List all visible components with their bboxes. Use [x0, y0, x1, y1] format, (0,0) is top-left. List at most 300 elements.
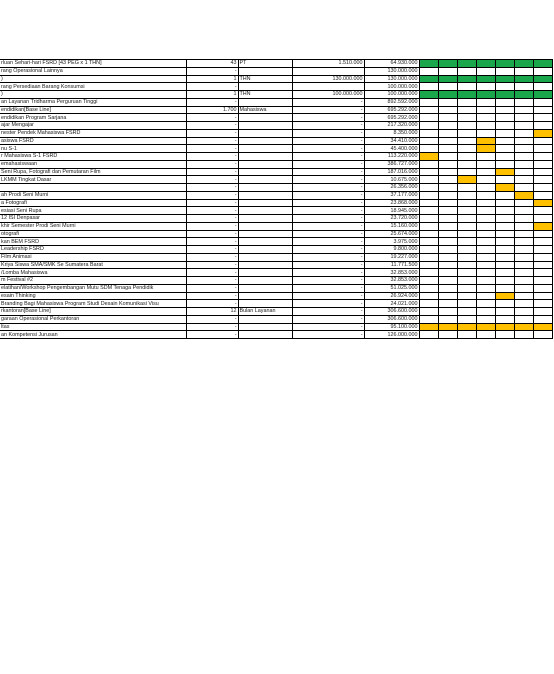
activity-name-cell[interactable]: endidikan[Base Line] [0, 106, 186, 114]
schedule-month-cell[interactable] [533, 114, 552, 122]
unit-price-cell[interactable]: - [292, 308, 364, 316]
schedule-month-cell[interactable] [457, 160, 476, 168]
unit-price-cell[interactable]: - [292, 215, 364, 223]
schedule-month-cell[interactable] [476, 315, 495, 323]
quantity-cell[interactable]: - [186, 114, 238, 122]
total-cost-cell[interactable]: 64.930.000 [364, 60, 419, 68]
schedule-month-cell[interactable] [419, 137, 438, 145]
schedule-month-cell[interactable] [419, 269, 438, 277]
quantity-cell[interactable]: - [186, 300, 238, 308]
total-cost-cell[interactable]: 51.025.000 [364, 284, 419, 292]
schedule-month-cell[interactable] [476, 238, 495, 246]
total-cost-cell[interactable]: 892.592.000 [364, 98, 419, 106]
quantity-cell[interactable]: - [186, 284, 238, 292]
schedule-month-cell[interactable] [495, 129, 514, 137]
unit-cell[interactable]: THN [238, 91, 292, 99]
schedule-month-cell[interactable] [476, 269, 495, 277]
schedule-month-cell[interactable] [533, 300, 552, 308]
schedule-month-cell[interactable] [438, 153, 457, 161]
activity-name-cell[interactable]: nester Pendek Mahasiswa FSRD [0, 129, 186, 137]
unit-cell[interactable]: Mahasiswa [238, 106, 292, 114]
schedule-month-cell[interactable] [533, 176, 552, 184]
total-cost-cell[interactable]: 18.945.000 [364, 207, 419, 215]
schedule-month-cell[interactable] [438, 191, 457, 199]
quantity-cell[interactable]: - [186, 129, 238, 137]
unit-cell[interactable] [238, 230, 292, 238]
schedule-month-cell[interactable] [495, 137, 514, 145]
activity-name-cell[interactable]: rang Persediaan Barang Konsumsi [0, 83, 186, 91]
total-cost-cell[interactable]: 10.675.000 [364, 176, 419, 184]
unit-cell[interactable] [238, 284, 292, 292]
unit-price-cell[interactable]: - [292, 300, 364, 308]
schedule-month-cell[interactable] [533, 261, 552, 269]
schedule-month-cell[interactable] [533, 137, 552, 145]
schedule-month-cell[interactable] [419, 176, 438, 184]
schedule-month-cell[interactable] [514, 176, 533, 184]
unit-price-cell[interactable]: - [292, 292, 364, 300]
unit-cell[interactable] [238, 292, 292, 300]
schedule-month-cell[interactable] [438, 122, 457, 130]
total-cost-cell[interactable]: 32.853.000 [364, 269, 419, 277]
schedule-month-cell[interactable] [438, 137, 457, 145]
schedule-month-cell[interactable] [476, 292, 495, 300]
schedule-month-cell[interactable] [457, 246, 476, 254]
quantity-cell[interactable]: - [186, 215, 238, 223]
schedule-month-cell[interactable] [495, 292, 514, 300]
quantity-cell[interactable]: 12 [186, 308, 238, 316]
unit-cell[interactable] [238, 222, 292, 230]
schedule-month-cell[interactable] [533, 83, 552, 91]
total-cost-cell[interactable]: 217.320.000 [364, 122, 419, 130]
quantity-cell[interactable]: - [186, 168, 238, 176]
schedule-month-cell[interactable] [495, 184, 514, 192]
total-cost-cell[interactable]: 306.600.000 [364, 308, 419, 316]
schedule-month-cell[interactable] [457, 129, 476, 137]
schedule-month-cell[interactable] [495, 67, 514, 75]
schedule-month-cell[interactable] [419, 98, 438, 106]
schedule-month-cell[interactable] [457, 184, 476, 192]
schedule-month-cell[interactable] [419, 284, 438, 292]
unit-price-cell[interactable]: - [292, 145, 364, 153]
unit-cell[interactable] [238, 145, 292, 153]
schedule-month-cell[interactable] [533, 184, 552, 192]
schedule-month-cell[interactable] [457, 191, 476, 199]
schedule-month-cell[interactable] [495, 215, 514, 223]
schedule-month-cell[interactable] [533, 246, 552, 254]
activity-name-cell[interactable]: Branding Bagi Mahasiswa Program Studi Desain Komunikasi Visu [0, 300, 186, 308]
unit-cell[interactable] [238, 160, 292, 168]
schedule-month-cell[interactable] [419, 315, 438, 323]
schedule-month-cell[interactable] [457, 122, 476, 130]
schedule-month-cell[interactable] [495, 122, 514, 130]
schedule-month-cell[interactable] [419, 246, 438, 254]
unit-cell[interactable]: Bulan Layanan [238, 308, 292, 316]
activity-name-cell[interactable]: Film Animasi [0, 253, 186, 261]
unit-price-cell[interactable]: - [292, 246, 364, 254]
schedule-month-cell[interactable] [457, 75, 476, 83]
schedule-month-cell[interactable] [514, 75, 533, 83]
schedule-month-cell[interactable] [419, 191, 438, 199]
schedule-month-cell[interactable] [476, 261, 495, 269]
schedule-month-cell[interactable] [514, 153, 533, 161]
quantity-cell[interactable]: - [186, 238, 238, 246]
schedule-month-cell[interactable] [514, 184, 533, 192]
unit-cell[interactable] [238, 83, 292, 91]
schedule-month-cell[interactable] [419, 292, 438, 300]
total-cost-cell[interactable]: 3.975.000 [364, 238, 419, 246]
schedule-month-cell[interactable] [476, 60, 495, 68]
total-cost-cell[interactable]: 695.292.000 [364, 114, 419, 122]
unit-cell[interactable] [238, 153, 292, 161]
schedule-month-cell[interactable] [438, 199, 457, 207]
schedule-month-cell[interactable] [514, 106, 533, 114]
schedule-month-cell[interactable] [533, 67, 552, 75]
schedule-month-cell[interactable] [476, 145, 495, 153]
schedule-month-cell[interactable] [533, 238, 552, 246]
quantity-cell[interactable]: - [186, 122, 238, 130]
schedule-month-cell[interactable] [514, 300, 533, 308]
schedule-month-cell[interactable] [457, 308, 476, 316]
schedule-month-cell[interactable] [419, 184, 438, 192]
unit-price-cell[interactable]: - [292, 199, 364, 207]
total-cost-cell[interactable]: 24.021.000 [364, 300, 419, 308]
schedule-month-cell[interactable] [514, 207, 533, 215]
schedule-month-cell[interactable] [495, 114, 514, 122]
schedule-month-cell[interactable] [419, 331, 438, 339]
total-cost-cell[interactable]: 187.016.000 [364, 168, 419, 176]
schedule-month-cell[interactable] [419, 323, 438, 331]
schedule-month-cell[interactable] [533, 323, 552, 331]
unit-cell[interactable] [238, 137, 292, 145]
quantity-cell[interactable]: - [186, 269, 238, 277]
schedule-month-cell[interactable] [533, 222, 552, 230]
schedule-month-cell[interactable] [438, 207, 457, 215]
schedule-month-cell[interactable] [533, 308, 552, 316]
schedule-month-cell[interactable] [438, 114, 457, 122]
schedule-month-cell[interactable] [476, 122, 495, 130]
schedule-month-cell[interactable] [457, 199, 476, 207]
schedule-month-cell[interactable] [533, 253, 552, 261]
unit-price-cell[interactable]: - [292, 331, 364, 339]
schedule-month-cell[interactable] [514, 284, 533, 292]
quantity-cell[interactable]: 1.700 [186, 106, 238, 114]
schedule-month-cell[interactable] [419, 106, 438, 114]
unit-cell[interactable] [238, 253, 292, 261]
unit-price-cell[interactable]: - [292, 160, 364, 168]
quantity-cell[interactable]: 43 [186, 60, 238, 68]
unit-price-cell[interactable]: - [292, 253, 364, 261]
schedule-month-cell[interactable] [533, 292, 552, 300]
schedule-month-cell[interactable] [457, 292, 476, 300]
unit-cell[interactable] [238, 261, 292, 269]
schedule-month-cell[interactable] [533, 331, 552, 339]
quantity-cell[interactable]: - [186, 98, 238, 106]
total-cost-cell[interactable]: 34.410.000 [364, 137, 419, 145]
schedule-month-cell[interactable] [457, 300, 476, 308]
schedule-month-cell[interactable] [533, 230, 552, 238]
schedule-month-cell[interactable] [419, 160, 438, 168]
schedule-month-cell[interactable] [438, 129, 457, 137]
schedule-month-cell[interactable] [419, 300, 438, 308]
schedule-month-cell[interactable] [419, 129, 438, 137]
schedule-month-cell[interactable] [476, 222, 495, 230]
schedule-month-cell[interactable] [495, 83, 514, 91]
activity-name-cell[interactable]: garaan Operasional Perkantoran [0, 315, 186, 323]
schedule-month-cell[interactable] [438, 60, 457, 68]
unit-price-cell[interactable]: - [292, 122, 364, 130]
quantity-cell[interactable]: - [186, 184, 238, 192]
schedule-month-cell[interactable] [533, 129, 552, 137]
quantity-cell[interactable]: - [186, 153, 238, 161]
total-cost-cell[interactable]: 100.000.000 [364, 91, 419, 99]
activity-name-cell[interactable]: LKMM Tingkat Dasar [0, 176, 186, 184]
schedule-month-cell[interactable] [457, 230, 476, 238]
total-cost-cell[interactable]: 26.924.000 [364, 292, 419, 300]
schedule-month-cell[interactable] [438, 176, 457, 184]
schedule-month-cell[interactable] [457, 222, 476, 230]
schedule-month-cell[interactable] [495, 168, 514, 176]
schedule-month-cell[interactable] [514, 83, 533, 91]
schedule-month-cell[interactable] [495, 153, 514, 161]
schedule-month-cell[interactable] [495, 308, 514, 316]
unit-cell[interactable] [238, 122, 292, 130]
total-cost-cell[interactable]: 45.400.000 [364, 145, 419, 153]
unit-price-cell[interactable]: - [292, 315, 364, 323]
activity-name-cell[interactable]: m Festival #2 [0, 277, 186, 285]
quantity-cell[interactable]: - [186, 160, 238, 168]
schedule-month-cell[interactable] [419, 60, 438, 68]
unit-cell[interactable] [238, 300, 292, 308]
schedule-month-cell[interactable] [457, 315, 476, 323]
schedule-month-cell[interactable] [419, 122, 438, 130]
schedule-month-cell[interactable] [533, 168, 552, 176]
schedule-month-cell[interactable] [438, 246, 457, 254]
activity-name-cell[interactable]: Leadership FSRD [0, 246, 186, 254]
schedule-month-cell[interactable] [438, 160, 457, 168]
schedule-month-cell[interactable] [514, 246, 533, 254]
schedule-month-cell[interactable] [533, 207, 552, 215]
activity-name-cell[interactable]: rang Operasional Lainnya [0, 67, 186, 75]
unit-price-cell[interactable] [292, 83, 364, 91]
unit-cell[interactable] [238, 98, 292, 106]
unit-cell[interactable] [238, 168, 292, 176]
total-cost-cell[interactable]: 306.600.000 [364, 315, 419, 323]
schedule-month-cell[interactable] [476, 331, 495, 339]
schedule-month-cell[interactable] [457, 98, 476, 106]
unit-price-cell[interactable]: 130.000.000 [292, 75, 364, 83]
schedule-month-cell[interactable] [514, 292, 533, 300]
schedule-month-cell[interactable] [514, 277, 533, 285]
total-cost-cell[interactable]: 23.720.000 [364, 215, 419, 223]
schedule-month-cell[interactable] [438, 230, 457, 238]
quantity-cell[interactable]: - [186, 199, 238, 207]
activity-name-cell[interactable]: asiswa FSRD [0, 137, 186, 145]
schedule-month-cell[interactable] [438, 106, 457, 114]
schedule-month-cell[interactable] [476, 106, 495, 114]
schedule-month-cell[interactable] [495, 331, 514, 339]
unit-price-cell[interactable]: - [292, 137, 364, 145]
activity-name-cell[interactable]: a Fotografi [0, 199, 186, 207]
schedule-month-cell[interactable] [495, 300, 514, 308]
total-cost-cell[interactable]: 130.000.000 [364, 67, 419, 75]
schedule-month-cell[interactable] [476, 168, 495, 176]
schedule-month-cell[interactable] [514, 331, 533, 339]
quantity-cell[interactable]: - [186, 261, 238, 269]
unit-price-cell[interactable]: - [292, 261, 364, 269]
total-cost-cell[interactable]: 23.868.000 [364, 199, 419, 207]
schedule-month-cell[interactable] [419, 114, 438, 122]
quantity-cell[interactable]: - [186, 323, 238, 331]
activity-name-cell[interactable]: elatihan/Workshop Pengembangan Mutu SDM Tenaga Pendidik [0, 284, 186, 292]
unit-price-cell[interactable]: - [292, 323, 364, 331]
schedule-month-cell[interactable] [457, 60, 476, 68]
total-cost-cell[interactable]: 9.800.000 [364, 246, 419, 254]
schedule-month-cell[interactable] [533, 215, 552, 223]
schedule-month-cell[interactable] [514, 98, 533, 106]
schedule-month-cell[interactable] [457, 91, 476, 99]
schedule-month-cell[interactable] [476, 253, 495, 261]
total-cost-cell[interactable]: 386.727.000 [364, 160, 419, 168]
unit-cell[interactable] [238, 269, 292, 277]
quantity-cell[interactable]: - [186, 331, 238, 339]
schedule-month-cell[interactable] [514, 122, 533, 130]
activity-name-cell[interactable]: ltas [0, 323, 186, 331]
schedule-month-cell[interactable] [533, 160, 552, 168]
total-cost-cell[interactable]: 695.292.000 [364, 106, 419, 114]
unit-price-cell[interactable]: 100.000.000 [292, 91, 364, 99]
schedule-month-cell[interactable] [495, 160, 514, 168]
schedule-month-cell[interactable] [514, 308, 533, 316]
quantity-cell[interactable]: - [186, 207, 238, 215]
schedule-month-cell[interactable] [438, 222, 457, 230]
schedule-month-cell[interactable] [457, 114, 476, 122]
unit-price-cell[interactable] [292, 67, 364, 75]
schedule-month-cell[interactable] [495, 145, 514, 153]
schedule-month-cell[interactable] [438, 331, 457, 339]
schedule-month-cell[interactable] [533, 199, 552, 207]
unit-cell[interactable] [238, 238, 292, 246]
schedule-month-cell[interactable] [514, 323, 533, 331]
schedule-month-cell[interactable] [495, 230, 514, 238]
total-cost-cell[interactable]: 130.000.000 [364, 75, 419, 83]
quantity-cell[interactable]: 1 [186, 91, 238, 99]
schedule-month-cell[interactable] [514, 215, 533, 223]
total-cost-cell[interactable]: 100.000.000 [364, 83, 419, 91]
schedule-month-cell[interactable] [438, 315, 457, 323]
schedule-month-cell[interactable] [419, 308, 438, 316]
schedule-month-cell[interactable] [514, 129, 533, 137]
schedule-month-cell[interactable] [533, 191, 552, 199]
total-cost-cell[interactable]: 19.227.000 [364, 253, 419, 261]
schedule-month-cell[interactable] [438, 83, 457, 91]
activity-name-cell[interactable]: rkantoran[Base Line] [0, 308, 186, 316]
unit-cell[interactable] [238, 114, 292, 122]
activity-name-cell[interactable]: an Kompetensi Jurusan [0, 331, 186, 339]
unit-cell[interactable] [238, 129, 292, 137]
schedule-month-cell[interactable] [476, 137, 495, 145]
schedule-month-cell[interactable] [514, 91, 533, 99]
schedule-month-cell[interactable] [514, 114, 533, 122]
unit-price-cell[interactable]: - [292, 184, 364, 192]
schedule-month-cell[interactable] [476, 153, 495, 161]
unit-price-cell[interactable]: - [292, 106, 364, 114]
schedule-month-cell[interactable] [495, 246, 514, 254]
schedule-month-cell[interactable] [419, 153, 438, 161]
unit-cell[interactable] [238, 331, 292, 339]
unit-price-cell[interactable]: - [292, 176, 364, 184]
unit-cell[interactable] [238, 207, 292, 215]
activity-name-cell[interactable]: endidikan Program Sarjana [0, 114, 186, 122]
activity-name-cell[interactable]: /Lomba Mahasiswa [0, 269, 186, 277]
quantity-cell[interactable]: - [186, 176, 238, 184]
unit-cell[interactable]: PT [238, 60, 292, 68]
schedule-month-cell[interactable] [438, 300, 457, 308]
activity-name-cell[interactable]: an Layanan Tridharma Perguruan Tinggi [0, 98, 186, 106]
total-cost-cell[interactable]: 26.356.000 [364, 184, 419, 192]
schedule-month-cell[interactable] [476, 191, 495, 199]
unit-price-cell[interactable]: - [292, 284, 364, 292]
schedule-month-cell[interactable] [457, 67, 476, 75]
schedule-month-cell[interactable] [419, 230, 438, 238]
unit-cell[interactable] [238, 315, 292, 323]
schedule-month-cell[interactable] [495, 315, 514, 323]
total-cost-cell[interactable]: 95.100.000 [364, 323, 419, 331]
schedule-month-cell[interactable] [495, 253, 514, 261]
schedule-month-cell[interactable] [476, 98, 495, 106]
unit-cell[interactable]: THN [238, 75, 292, 83]
quantity-cell[interactable]: - [186, 277, 238, 285]
schedule-month-cell[interactable] [457, 253, 476, 261]
schedule-month-cell[interactable] [533, 91, 552, 99]
schedule-month-cell[interactable] [495, 261, 514, 269]
schedule-month-cell[interactable] [533, 106, 552, 114]
schedule-month-cell[interactable] [514, 261, 533, 269]
schedule-month-cell[interactable] [457, 269, 476, 277]
activity-name-cell[interactable]: Kriya Siswa SMA/SMK Se Sumatera Barat [0, 261, 186, 269]
schedule-month-cell[interactable] [419, 75, 438, 83]
unit-cell[interactable] [238, 323, 292, 331]
schedule-month-cell[interactable] [495, 222, 514, 230]
schedule-month-cell[interactable] [419, 277, 438, 285]
unit-price-cell[interactable]: - [292, 238, 364, 246]
schedule-month-cell[interactable] [419, 168, 438, 176]
schedule-month-cell[interactable] [438, 91, 457, 99]
schedule-month-cell[interactable] [533, 98, 552, 106]
schedule-month-cell[interactable] [514, 238, 533, 246]
schedule-month-cell[interactable] [457, 261, 476, 269]
schedule-month-cell[interactable] [495, 323, 514, 331]
schedule-month-cell[interactable] [495, 207, 514, 215]
activity-name-cell[interactable]: ajar Mengajar [0, 122, 186, 130]
schedule-month-cell[interactable] [438, 284, 457, 292]
schedule-month-cell[interactable] [476, 207, 495, 215]
activity-name-cell[interactable]: r Mahasiswa S-1 FSRD [0, 153, 186, 161]
schedule-month-cell[interactable] [495, 199, 514, 207]
schedule-month-cell[interactable] [476, 277, 495, 285]
schedule-month-cell[interactable] [419, 253, 438, 261]
unit-price-cell[interactable]: - [292, 207, 364, 215]
unit-cell[interactable] [238, 277, 292, 285]
unit-price-cell[interactable]: 1.510.000 [292, 60, 364, 68]
schedule-month-cell[interactable] [438, 261, 457, 269]
schedule-month-cell[interactable] [514, 222, 533, 230]
unit-price-cell[interactable]: - [292, 191, 364, 199]
schedule-month-cell[interactable] [514, 67, 533, 75]
activity-name-cell[interactable]: kan BEM FSRD [0, 238, 186, 246]
schedule-month-cell[interactable] [419, 145, 438, 153]
unit-price-cell[interactable]: - [292, 129, 364, 137]
schedule-month-cell[interactable] [438, 75, 457, 83]
